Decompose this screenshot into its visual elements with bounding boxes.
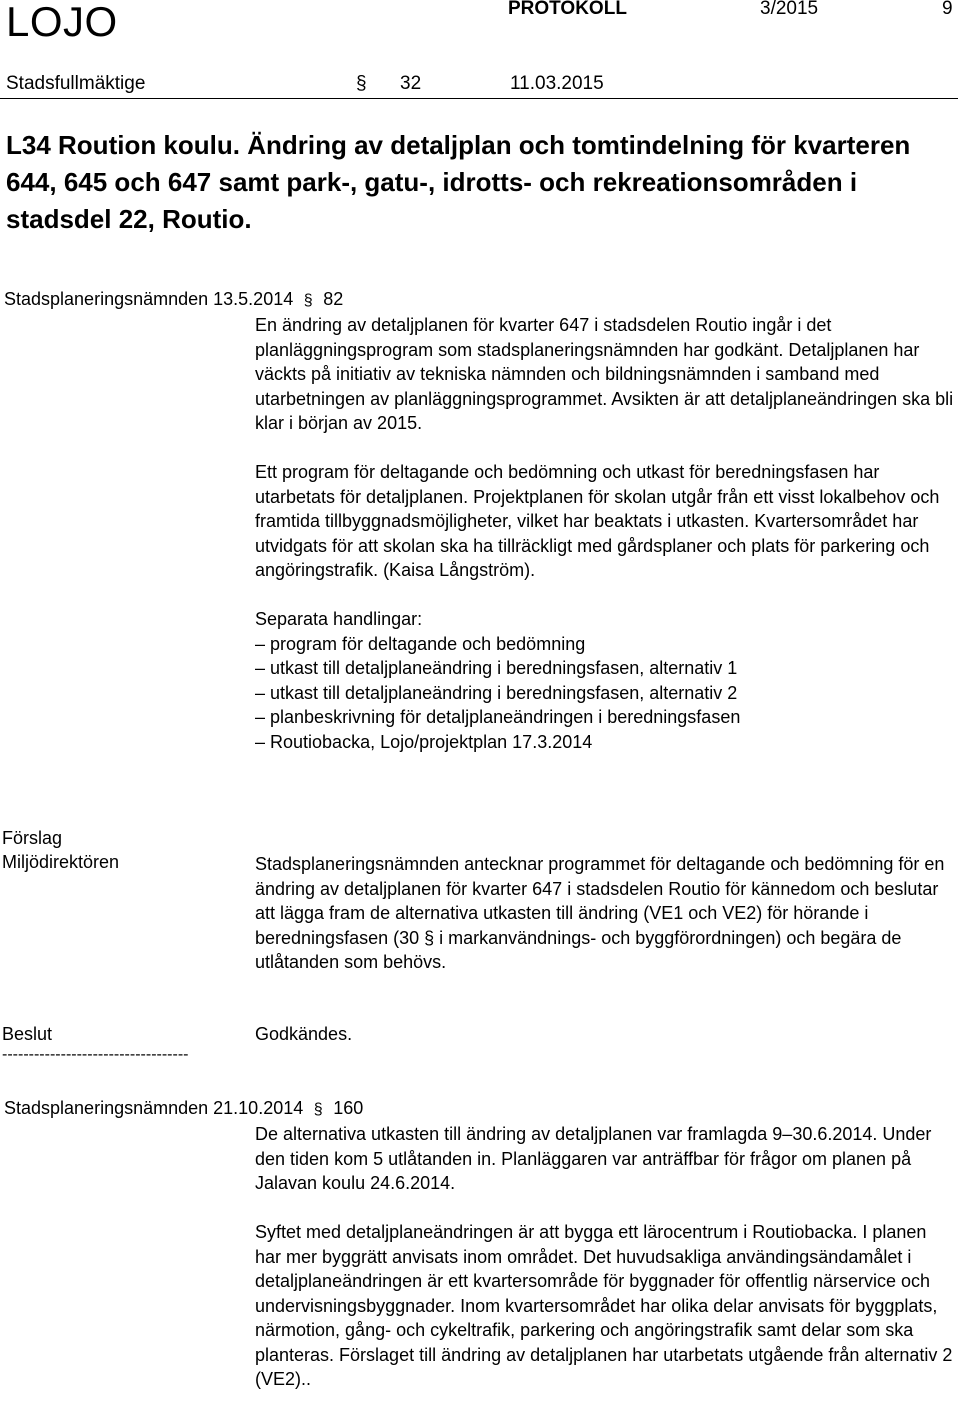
paragraph: Ett program för deltagande och bedömning och utkast för beredningsfasen har utarbetats för detaljplanen. Projektplanen för skolan utgår från ett visst lokalbehov och framtida tillbyggnadsmöjligheter, vilket har beaktats i utkasten. Kvartersområdet har utvidgats för att skolan ska ha tillräckligt med gårdsplaner och plats för parkering och angöringstrafik. (Kaisa Långström). (255, 462, 940, 580)
document-number: 3/2015 (760, 0, 819, 19)
entry-heading-1 (4, 289, 343, 310)
meeting-body: Stadsfullmäktige (6, 73, 146, 94)
proposal-text: Stadsplaneringsnämnden antecknar programmet för deltagande och bedömning för en ändring av detaljplanen för kvarter 647 i stadsdelen Routio för kännedom och beslutar att lägga fram de alternativa utkasten till ändring (VE1 och VE2) för hörande i beredningsfasen (30 § i markanvändnings- och byggförordningen) och begära de utlåtanden som behövs. (255, 854, 945, 972)
attachments-heading: Separata handlingar: (255, 609, 423, 629)
section-number: 32 (400, 73, 422, 94)
entry-body-1 (255, 313, 955, 754)
section-sign: § (303, 292, 313, 309)
list-item: – Routiobacka, Lojo/projektplan 17.3.2014 (255, 731, 593, 752)
list-item: – utkast till detaljplaneändring i beredningsfasen, alternativ 2 (255, 682, 738, 703)
entry-heading-2 (4, 1098, 363, 1119)
entry-section-number: 160 (333, 1098, 364, 1118)
organization-logo: LOJO (6, 0, 118, 45)
document-type: PROTOKOLL (508, 0, 627, 19)
section-sign: § (356, 73, 367, 94)
entry-body-2 (255, 1122, 955, 1392)
header-divider (0, 98, 958, 99)
separator-line: ----------------------------------- (2, 1046, 189, 1063)
list-item: – planbeskrivning för detaljplaneändringen i beredningsfasen (255, 707, 741, 727)
entry-body-date: Stadsplaneringsnämnden 21.10.2014 (4, 1098, 304, 1118)
list-item: – utkast till detaljplaneändring i beredningsfasen, alternativ 1 (255, 658, 738, 678)
entry-body-date: Stadsplaneringsnämnden 13.5.2014 (4, 289, 294, 309)
page-title: L34 Roution koulu. Ändring av detaljplan och tomtindelning för kvarteren 644, 645 och 647 samt park-, gatu-, idrotts- och rekreationsområden i stadsdel 22, Routio. (6, 130, 911, 234)
meeting-date: 11.03.2015 (510, 73, 604, 94)
paragraph: En ändring av detaljplanen för kvarter 647 i stadsdelen Routio ingår i det planläggningsprogram som stadsplaneringsnämnden har godkänt. Detaljplanen har väckts på initiativ av tekniska nämnden och bildningsnämnden i samband med utarbetningen av planläggningsprogrammet. Avsikten är att detaljplaneändringen ska bli klar i början av 2015. (255, 315, 954, 433)
entry-section-number: 82 (323, 289, 344, 309)
section-sign: § (313, 1101, 323, 1118)
page-number: 9 (942, 0, 953, 19)
proposal-label: Förslag (2, 828, 63, 848)
paragraph: De alternativa utkasten till ändring av detaljplanen var framlagda 9–30.6.2014. Under den tiden kom 5 utlåtanden in. Planläggaren var anträffbar för frågor om planen på Jalavan koulu 24.6.2014. (255, 1124, 932, 1193)
proposer-label: Miljödirektören (2, 852, 120, 872)
paragraph: Syftet med detaljplaneändringen är att bygga ett lärocentrum i Routiobacka. I planen har mer byggrätt anvisats inom området. Det huvudsakliga användingsändamålet i detaljplaneändringen är ett kvartersområde för byggnader för offentlig närservice och undervisningsbyggnader. Inom kvartersområdet har olika delar anvisats för byggplats, närmotion, gång- och cykeltrafik, parkering och angöringstrafik samt delar som ska planteras. Förslaget till ändring av detaljplanen har utarbetats utgående från alternativ 2 (VE2).. (255, 1222, 953, 1389)
list-item: – program för deltagande och bedömning (255, 633, 586, 654)
decision-label: Beslut (2, 1024, 53, 1044)
decision-text: Godkändes. (255, 1024, 353, 1044)
